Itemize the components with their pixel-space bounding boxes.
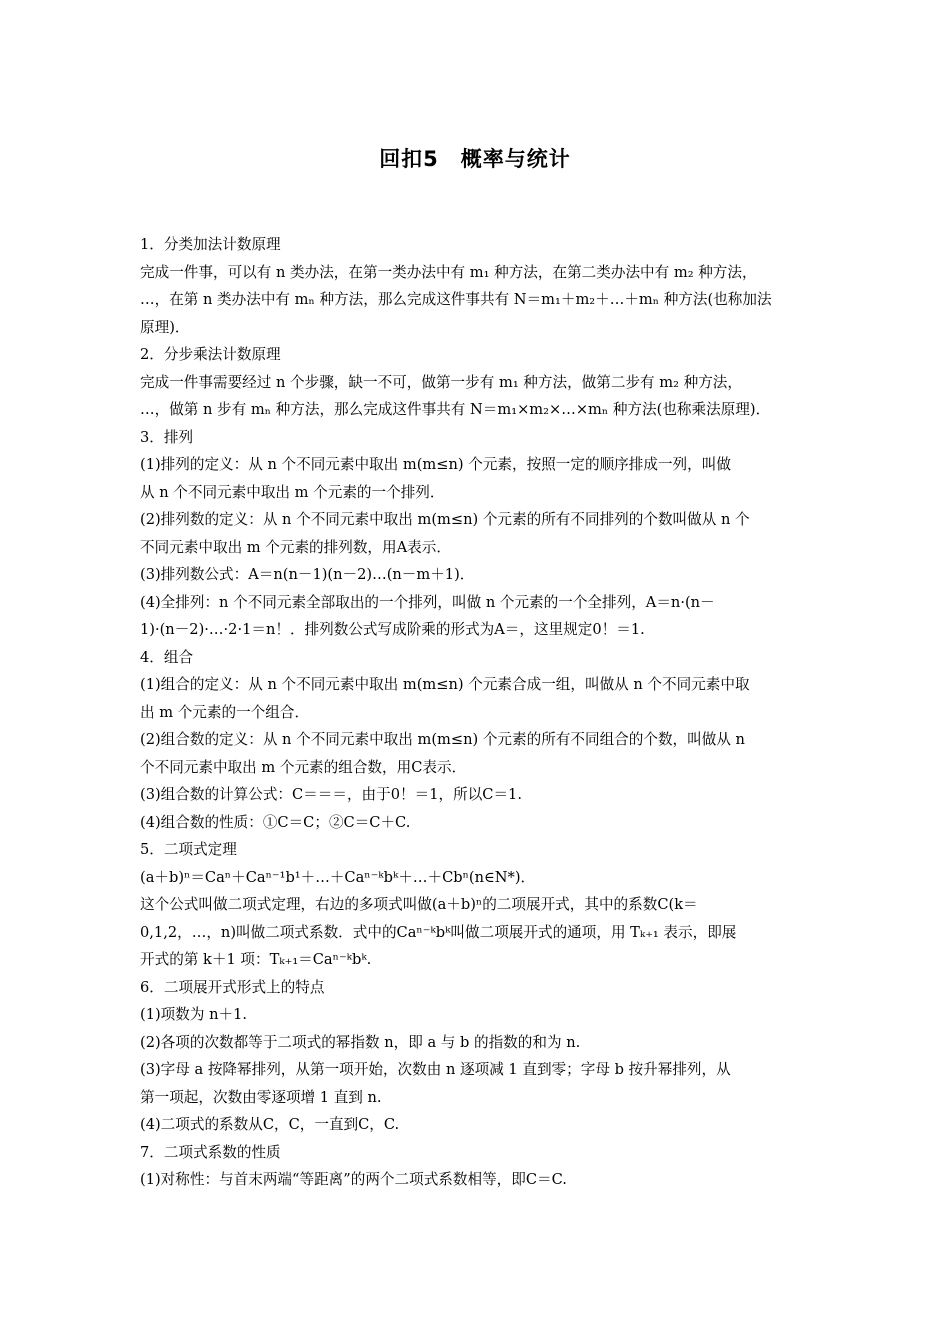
formula-line: (a＋b)ⁿ＝Caⁿ＋Caⁿ⁻¹b¹＋…＋Caⁿ⁻ᵏbᵏ＋…＋Cbⁿ(n∈N*)． bbox=[140, 868, 536, 886]
section-heading: 6．二项展开式形式上的特点 bbox=[140, 978, 325, 996]
paragraph-line: (3)组合数的计算公式：C＝＝＝，由于0！＝1，所以C＝1. bbox=[140, 786, 522, 803]
paragraph-line: …，做第 n 步有 mₙ 种方法，那么完成这件事共有 N＝m₁×m₂×…×mₙ 种方法(也称乘法原理)． bbox=[140, 401, 771, 418]
section-heading: 4．组合 bbox=[140, 648, 194, 666]
paragraph-line: 不同元素中取出 m 个元素的排列数，用A表示． bbox=[140, 538, 451, 556]
paragraph-line: 开式的第 k＋1 项：Tₖ₊₁＝Caⁿ⁻ᵏbᵏ. bbox=[140, 951, 372, 968]
paragraph-line: (4)二项式的系数从C，C，一直到C，C. bbox=[140, 1116, 400, 1133]
paragraph-line: (1)对称性：与首末两端“等距离”的两个二项式系数相等，即C＝C. bbox=[140, 1171, 567, 1188]
section-heading: 3．排列 bbox=[140, 428, 194, 446]
paragraph-line: 原理)． bbox=[140, 318, 190, 336]
paragraph-line: (4)组合数的性质：①C＝C；②C＝C＋C. bbox=[140, 813, 411, 831]
section-heading: 2．分步乘法计数原理 bbox=[140, 346, 281, 363]
paragraph-line: 第一项起，次数由零逐项增 1 直到 n. bbox=[140, 1088, 382, 1106]
paragraph-line: 完成一件事，可以有 n 类办法，在第一类办法中有 m₁ 种方法，在第二类办法中有 m₂ 种方法， bbox=[140, 263, 757, 281]
paragraph-line: …，在第 n 类办法中有 mₙ 种方法，那么完成这件事共有 N＝m₁＋m₂＋…＋mₙ 种方法(也称加法 bbox=[140, 291, 772, 308]
section-heading: 1．分类加法计数原理 bbox=[140, 236, 281, 253]
paragraph-line: (1)排列的定义：从 n 个不同元素中取出 m(m≤n) 个元素，按照一定的顺序排成一列，叫做 bbox=[140, 456, 731, 473]
page-title: 回扣5 概率与统计 bbox=[379, 147, 571, 171]
document-body bbox=[140, 231, 820, 1194]
section-heading: 7．二项式系数的性质 bbox=[140, 1143, 281, 1161]
paragraph-line: 这个公式叫做二项式定理，右边的多项式叫做(a＋b)ⁿ的二项展开式，其中的系数C(k＝ bbox=[140, 896, 698, 913]
paragraph-line: (2)排列数的定义：从 n 个不同元素中取出 m(m≤n) 个元素的所有不同排列的个数叫做从 n 个 bbox=[140, 511, 750, 528]
paragraph-line: (2)组合数的定义：从 n 个不同元素中取出 m(m≤n) 个元素的所有不同组合的个数，叫做从 n bbox=[140, 731, 745, 748]
paragraph-line: (1)组合的定义：从 n 个不同元素中取出 m(m≤n) 个元素合成一组，叫做从 n 个不同元素中取 bbox=[140, 676, 750, 693]
paragraph-line: (1)项数为 n＋1. bbox=[140, 1006, 248, 1023]
paragraph-line: (2)各项的次数都等于二项式的幂指数 n，即 a 与 b 的指数的和为 n. bbox=[140, 1033, 581, 1051]
paragraph-line: 个不同元素中取出 m 个元素的组合数，用C表示． bbox=[140, 758, 467, 776]
paragraph-line: 0,1,2，…，n)叫做二项式系数．式中的Caⁿ⁻ᵏbᵏ叫做二项展开式的通项，用 Tₖ₊₁ 表示，即展 bbox=[140, 923, 737, 941]
section-heading: 5．二项式定理 bbox=[140, 841, 237, 858]
paragraph-line: 完成一件事需要经过 n 个步骤，缺一不可，做第一步有 m₁ 种方法，做第二步有 m₂ 种方法， bbox=[140, 373, 742, 391]
paragraph-line: (3)排列数公式：A＝n(n－1)(n－2)…(n－m＋1)． bbox=[140, 566, 475, 583]
paragraph-line: (3)字母 a 按降幂排列，从第一项开始，次数由 n 逐项减 1 直到零；字母 b 按升幂排列，从 bbox=[140, 1061, 731, 1078]
paragraph-line: (4)全排列：n 个不同元素全部取出的一个排列，叫做 n 个元素的一个全排列，A＝n·(n－ bbox=[140, 593, 715, 611]
paragraph-line: 1)·(n－2)·…·2·1＝n！．排列数公式写成阶乘的形式为A＝，这里规定0！＝1. bbox=[140, 621, 645, 638]
paragraph-line: 从 n 个不同元素中取出 m 个元素的一个排列． bbox=[140, 483, 445, 501]
paragraph-line: 出 m 个元素的一个组合． bbox=[140, 703, 310, 721]
